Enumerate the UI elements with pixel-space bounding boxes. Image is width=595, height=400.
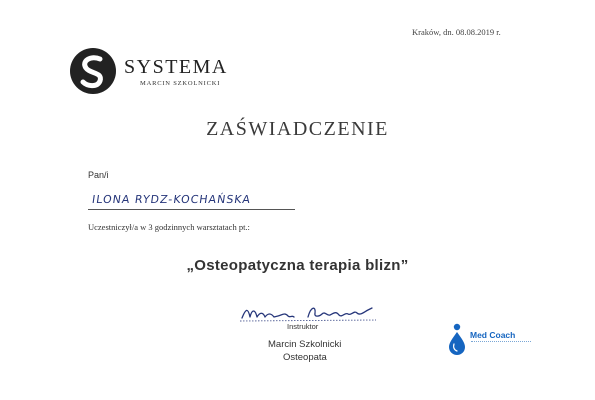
attendance-text: Uczestniczył/a w 3 godzinnych warsztatach pt.:	[88, 222, 250, 232]
salutation-label: Pan/i	[88, 170, 109, 180]
instructor-title: Osteopata	[283, 352, 327, 363]
partner-name: Med Coach	[470, 330, 516, 340]
brand-name: SYSTEMA	[124, 56, 228, 78]
course-title: „Osteopatyczna terapia blizn”	[186, 257, 409, 274]
brand-subtitle: MARCIN SZKOLNICKI	[140, 80, 221, 87]
water-drop-figure-icon	[445, 322, 469, 356]
partner-tagline-rule	[471, 341, 531, 342]
certificate-title: ZAŚWIADCZENIE	[206, 118, 389, 140]
instructor-name: Marcin Szkolnicki	[268, 339, 342, 350]
recipient-underline	[88, 209, 295, 210]
date-line: Kraków, dn. 08.08.2019 r.	[412, 27, 501, 37]
recipient-name: ILONA RYDZ-KOCHAŃSKA	[91, 193, 252, 206]
stylized-s-circle-icon	[69, 47, 117, 95]
instructor-role: Instruktor	[287, 322, 319, 331]
